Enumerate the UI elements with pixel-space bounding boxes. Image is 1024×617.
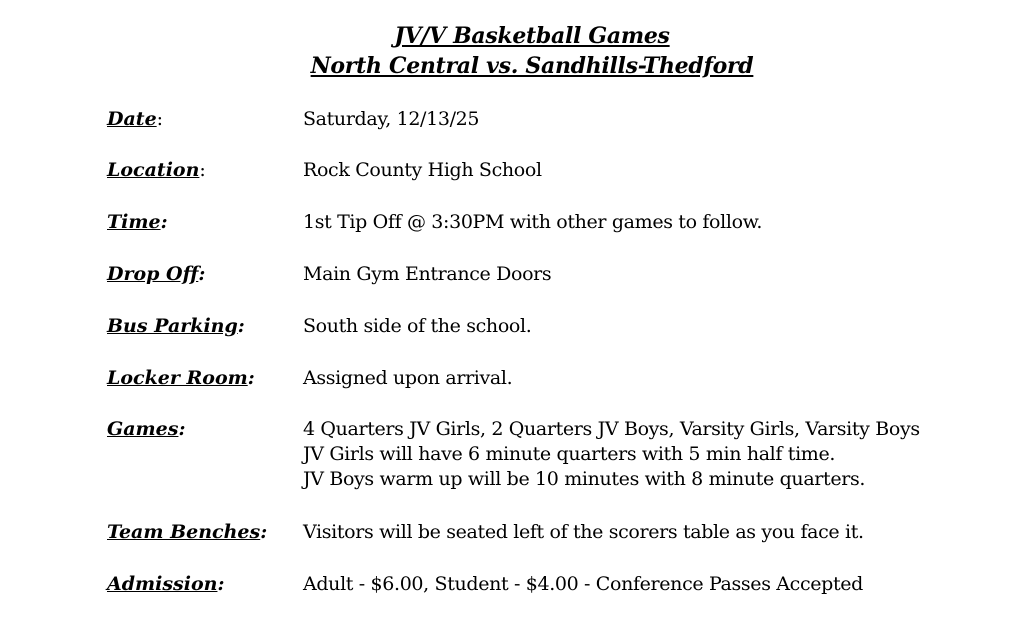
- drop-off-value: Main Gym Entrance Doors: [303, 263, 552, 285]
- team-benches-label: Team Benches:: [107, 521, 268, 543]
- location-value: Rock County High School: [303, 159, 542, 181]
- games-line: 4 Quarters JV Girls, 2 Quarters JV Boys, Varsity Girls, Varsity Boys: [303, 418, 920, 440]
- bus-parking-value: South side of the school.: [303, 315, 532, 337]
- team-benches-value: Visitors will be seated left of the scorers table as you face it.: [303, 521, 864, 543]
- games-line: JV Girls will have 6 minute quarters with 5 min half time.: [303, 443, 836, 465]
- location-label: Location:: [107, 159, 206, 181]
- locker-room-label: Locker Room:: [107, 367, 255, 389]
- games-value: [303, 417, 920, 492]
- drop-off-label: Drop Off:: [107, 263, 206, 285]
- date-value: Saturday, 12/13/25: [303, 108, 480, 130]
- locker-room-value: Assigned upon arrival.: [303, 367, 513, 389]
- time-label: Time:: [107, 211, 168, 233]
- date-label: Date:: [107, 108, 164, 130]
- document-subtitle: North Central vs. Sandhills-Thedford: [310, 53, 754, 79]
- admission-label: Admission:: [107, 573, 225, 595]
- games-line: JV Boys warm up will be 10 minutes with 8 minute quarters.: [303, 468, 866, 490]
- games-label: Games:: [107, 418, 186, 440]
- time-value: 1st Tip Off @ 3:30PM with other games to follow.: [303, 211, 763, 233]
- document-title: JV/V Basketball Games: [394, 23, 670, 49]
- admission-value: Adult - $6.00, Student - $4.00 - Conference Passes Accepted: [303, 573, 863, 595]
- bus-parking-label: Bus Parking:: [107, 315, 245, 337]
